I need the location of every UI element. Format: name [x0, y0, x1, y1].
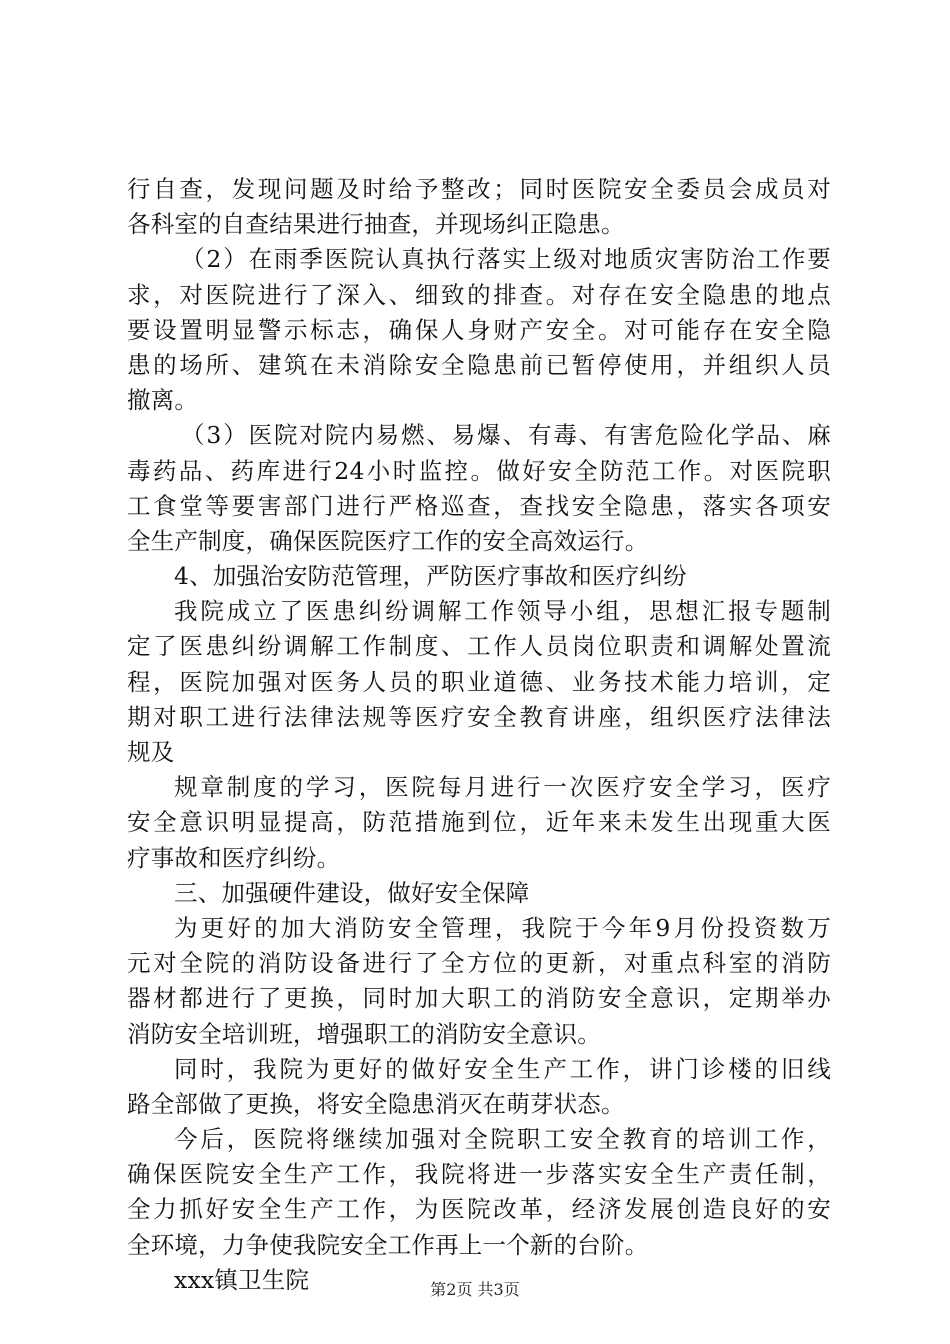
text-line: 各科室的自查结果进行抽查，并现场纠正隐患。: [127, 210, 625, 239]
text-line: 全生产制度，确保医院医疗工作的安全高效运行。: [127, 526, 649, 555]
text-line: 规章制度的学习，医院每月进行一次医疗安全学习，医疗: [174, 773, 831, 802]
text-line: （2）在雨季医院认真执行落实上级对地质灾害防治工作要: [181, 245, 831, 274]
text-line: 确保医院安全生产工作，我院将进一步落实安全生产责任制，: [127, 1160, 831, 1189]
text-line: 行自查，发现问题及时给予整改；同时医院安全委员会成员对: [127, 175, 831, 203]
text-line: 期对职工进行法律法规等医疗安全教育讲座，组织医疗法律法: [127, 702, 831, 731]
signature-line: xxx镇卫生院: [174, 1265, 310, 1294]
text-line: 求，对医院进行了深入、细致的排查。对存在安全隐患的地点: [127, 280, 831, 309]
text-line: 撤离。: [127, 386, 199, 415]
text-line: 我院成立了医患纠纷调解工作领导小组，思想汇报专题制: [174, 597, 831, 626]
text-line: 工食堂等要害部门进行严格巡查，查找安全隐患，落实各项安: [127, 491, 831, 520]
text-line: 全力抓好安全生产工作，为医院改革，经济发展创造良好的安: [127, 1195, 831, 1224]
text-line: 全环境，力争使我院安全工作再上一个新的台阶。: [127, 1230, 649, 1259]
section-heading: 三、加强硬件建设，做好安全保障: [174, 878, 530, 907]
text-line: 安全意识明显提高，防范措施到位，近年来未发生出现重大医: [127, 808, 831, 837]
text-line: 路全部做了更换，将安全隐患消灭在萌芽状态。: [127, 1089, 625, 1118]
text-line: 消防安全培训班，增强职工的消防安全意识。: [127, 1019, 601, 1048]
text-line: 同时，我院为更好的做好安全生产工作，讲门诊楼的旧线: [174, 1054, 831, 1083]
text-line: 毒药品、药库进行24小时监控。做好安全防范工作。对医院职: [127, 456, 831, 485]
text-line: 器材都进行了更换，同时加大职工的消防安全意识，定期举办: [127, 984, 831, 1013]
text-line: 患的场所、建筑在未消除安全隐患前已暂停使用，并组织人员: [127, 350, 831, 379]
text-line: 为更好的加大消防安全管理，我院于今年9月份投资数万: [174, 913, 831, 942]
text-line: 规及: [127, 738, 175, 766]
document-body: [127, 172, 831, 1298]
text-line: 元对全院的消防设备进行了全方位的更新，对重点科室的消防: [127, 949, 831, 978]
page-number: 第2页 共3页: [430, 1280, 520, 1299]
text-line: 今后，医院将继续加强对全院职工安全教育的培训工作，: [174, 1125, 831, 1154]
text-line: 程，医院加强对医务人员的职业道德、业务技术能力培训，定: [127, 667, 831, 696]
section-heading: 4、加强治安防范管理，严防医疗事故和医疗纠纷: [174, 562, 687, 591]
text-line: （3）医院对院内易燃、易爆、有毒、有害危险化学品、麻: [181, 421, 831, 450]
page-footer: [0, 1280, 950, 1300]
text-line: 疗事故和医疗纠纷。: [127, 843, 341, 872]
text-line: 要设置明显警示标志，确保人身财产安全。对可能存在安全隐: [127, 315, 831, 344]
text-line: 定了医患纠纷调解工作制度、工作人员岗位职责和调解处置流: [127, 632, 831, 661]
